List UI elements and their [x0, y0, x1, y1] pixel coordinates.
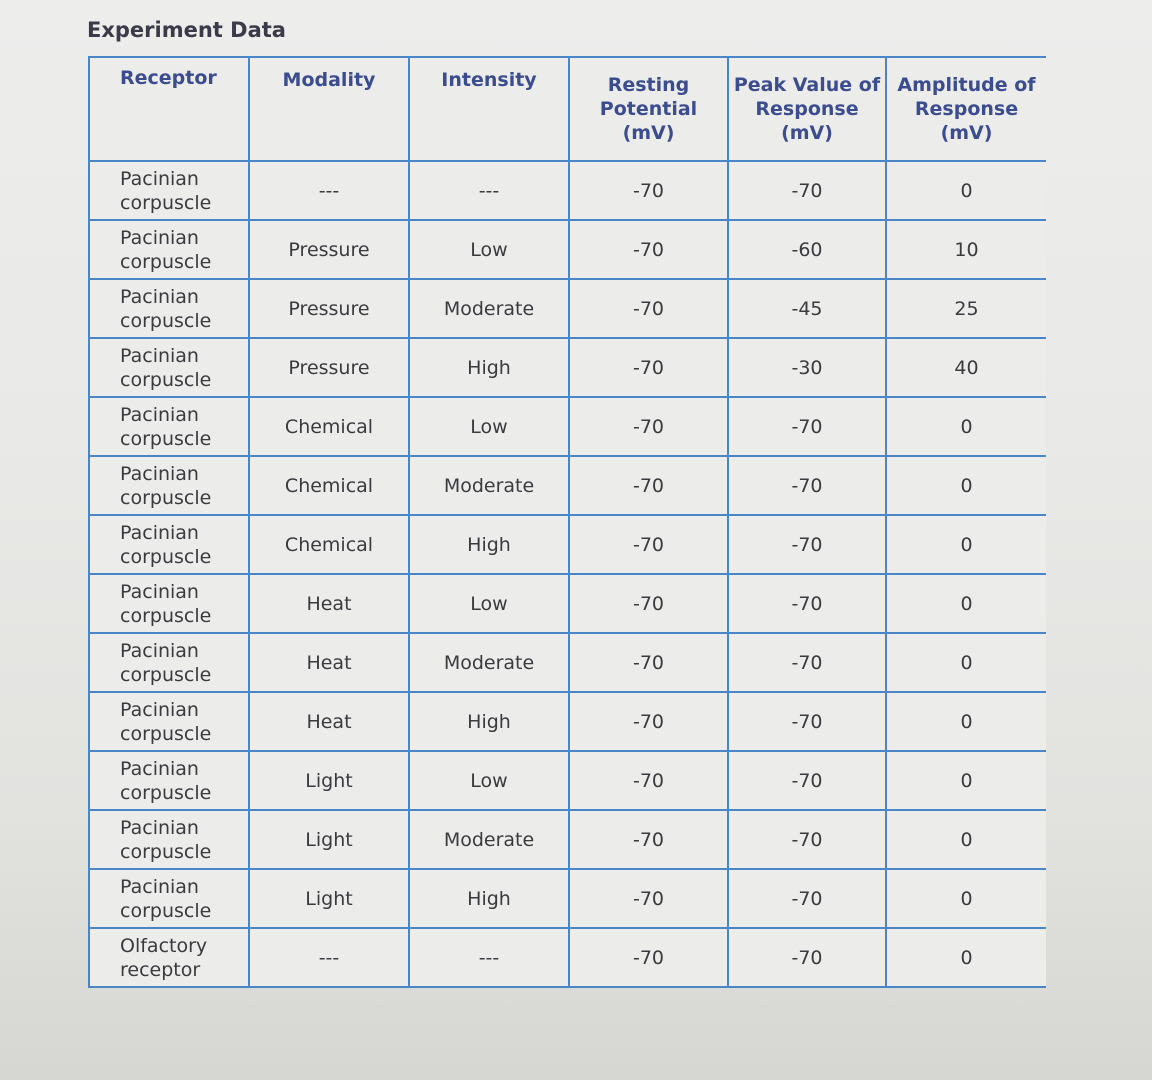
cell-modality: --- [249, 161, 409, 220]
cell-peak-value: -70 [728, 751, 886, 810]
cell-resting-potential: -70 [569, 574, 728, 633]
page-title: Experiment Data [87, 18, 286, 42]
cell-peak-value: -70 [728, 515, 886, 574]
cell-amplitude: 0 [886, 810, 1046, 869]
cell-peak-value: -30 [728, 338, 886, 397]
cell-modality: Pressure [249, 220, 409, 279]
table-body [89, 161, 1046, 987]
experiment-data-table-container [88, 56, 1046, 1006]
cell-resting-potential: -70 [569, 397, 728, 456]
cell-amplitude: 0 [886, 869, 1046, 928]
cell-receptor: Pacinian corpuscle [89, 161, 249, 220]
cell-receptor: Pacinian corpuscle [89, 751, 249, 810]
cell-peak-value: -70 [728, 397, 886, 456]
table-row [89, 751, 1046, 810]
table-row [89, 633, 1046, 692]
cell-amplitude: 0 [886, 633, 1046, 692]
cell-resting-potential: -70 [569, 751, 728, 810]
column-header-receptor: Receptor [89, 57, 249, 161]
cell-amplitude: 0 [886, 751, 1046, 810]
cell-receptor: Pacinian corpuscle [89, 397, 249, 456]
cell-modality: Chemical [249, 456, 409, 515]
cell-resting-potential: -70 [569, 515, 728, 574]
cell-resting-potential: -70 [569, 928, 728, 987]
cell-intensity: Moderate [409, 279, 569, 338]
column-header-resting-potential: Resting Potential (mV) [569, 57, 728, 161]
cell-resting-potential: -70 [569, 633, 728, 692]
cell-receptor: Pacinian corpuscle [89, 810, 249, 869]
cell-resting-potential: -70 [569, 810, 728, 869]
cell-receptor: Pacinian corpuscle [89, 279, 249, 338]
cell-modality: Heat [249, 692, 409, 751]
cell-intensity: Moderate [409, 633, 569, 692]
cell-receptor: Olfactory receptor [89, 928, 249, 987]
cell-intensity: High [409, 515, 569, 574]
cell-modality: Heat [249, 574, 409, 633]
cell-resting-potential: -70 [569, 456, 728, 515]
cell-intensity: Moderate [409, 456, 569, 515]
column-header-amplitude: Amplitude of Response (mV) [886, 57, 1046, 161]
cell-receptor: Pacinian corpuscle [89, 220, 249, 279]
cell-intensity: High [409, 692, 569, 751]
cell-receptor: Pacinian corpuscle [89, 869, 249, 928]
table-row [89, 279, 1046, 338]
table-row [89, 456, 1046, 515]
cell-intensity: Low [409, 220, 569, 279]
cell-intensity: Low [409, 751, 569, 810]
cell-modality: --- [249, 928, 409, 987]
cell-intensity: --- [409, 928, 569, 987]
cell-modality: Light [249, 869, 409, 928]
cell-amplitude: 0 [886, 397, 1046, 456]
cell-intensity: High [409, 869, 569, 928]
cell-peak-value: -70 [728, 869, 886, 928]
table-row [89, 338, 1046, 397]
cell-amplitude: 0 [886, 692, 1046, 751]
cell-amplitude: 0 [886, 574, 1046, 633]
cell-amplitude: 0 [886, 161, 1046, 220]
cell-receptor: Pacinian corpuscle [89, 338, 249, 397]
cell-amplitude: 40 [886, 338, 1046, 397]
cell-peak-value: -70 [728, 810, 886, 869]
cell-modality: Light [249, 751, 409, 810]
cell-intensity: Moderate [409, 810, 569, 869]
table-row [89, 928, 1046, 987]
cell-modality: Chemical [249, 515, 409, 574]
cell-receptor: Pacinian corpuscle [89, 456, 249, 515]
cell-resting-potential: -70 [569, 338, 728, 397]
table-row [89, 220, 1046, 279]
cell-amplitude: 0 [886, 456, 1046, 515]
cell-intensity: Low [409, 574, 569, 633]
cell-modality: Light [249, 810, 409, 869]
table-row [89, 515, 1046, 574]
table-row [89, 574, 1046, 633]
cell-amplitude: 0 [886, 928, 1046, 987]
table-row [89, 692, 1046, 751]
cell-resting-potential: -70 [569, 161, 728, 220]
experiment-data-table [88, 56, 1046, 988]
table-row [89, 810, 1046, 869]
cell-amplitude: 25 [886, 279, 1046, 338]
cell-modality: Chemical [249, 397, 409, 456]
cell-peak-value: -70 [728, 456, 886, 515]
column-header-modality: Modality [249, 57, 409, 161]
cell-resting-potential: -70 [569, 692, 728, 751]
cell-resting-potential: -70 [569, 279, 728, 338]
cell-receptor: Pacinian corpuscle [89, 574, 249, 633]
cell-peak-value: -70 [728, 928, 886, 987]
cell-receptor: Pacinian corpuscle [89, 692, 249, 751]
table-row [89, 397, 1046, 456]
cell-modality: Heat [249, 633, 409, 692]
cell-peak-value: -70 [728, 161, 886, 220]
cell-peak-value: -70 [728, 574, 886, 633]
cell-resting-potential: -70 [569, 220, 728, 279]
cell-peak-value: -70 [728, 633, 886, 692]
cell-receptor: Pacinian corpuscle [89, 633, 249, 692]
column-header-peak-value: Peak Value of Response (mV) [728, 57, 886, 161]
column-header-intensity: Intensity [409, 57, 569, 161]
table-row [89, 161, 1046, 220]
cell-amplitude: 0 [886, 515, 1046, 574]
cell-amplitude: 10 [886, 220, 1046, 279]
cell-modality: Pressure [249, 338, 409, 397]
cell-receptor: Pacinian corpuscle [89, 515, 249, 574]
cell-peak-value: -70 [728, 692, 886, 751]
cell-intensity: Low [409, 397, 569, 456]
cell-intensity: --- [409, 161, 569, 220]
cell-modality: Pressure [249, 279, 409, 338]
cell-peak-value: -60 [728, 220, 886, 279]
cell-peak-value: -45 [728, 279, 886, 338]
cell-intensity: High [409, 338, 569, 397]
cell-resting-potential: -70 [569, 869, 728, 928]
table-row [89, 869, 1046, 928]
table-header-row [89, 57, 1046, 161]
